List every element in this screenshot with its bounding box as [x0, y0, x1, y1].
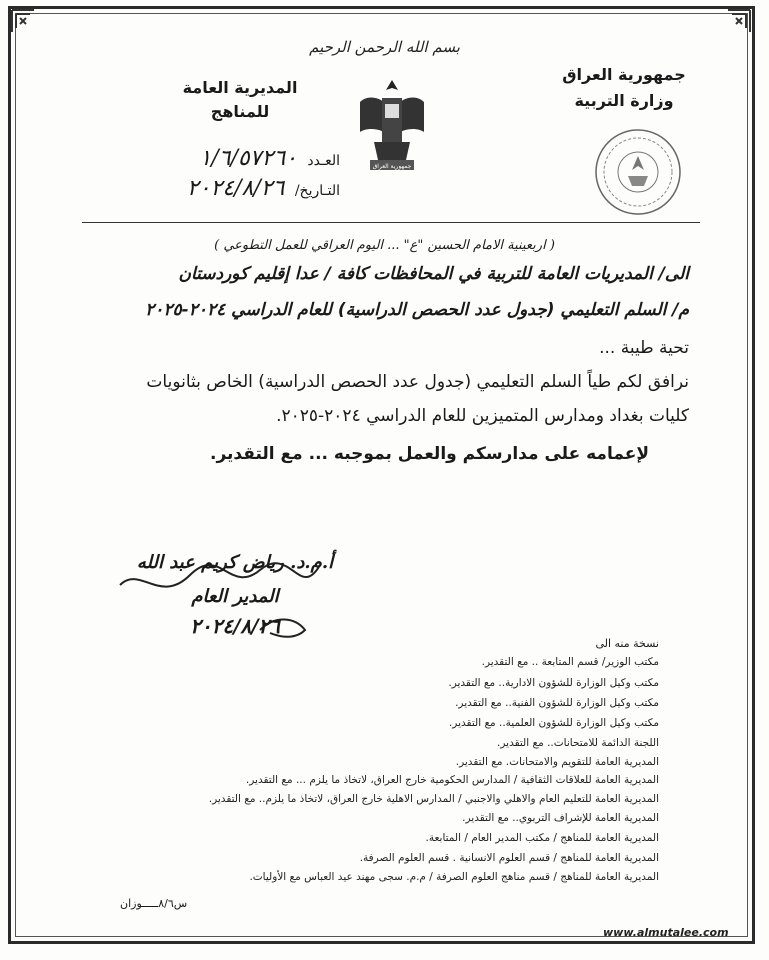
source-url: www.almutalee.com [603, 926, 729, 939]
reference-code: س٨/٦ـــــوزان [120, 897, 188, 910]
copy-recipient: المديرية العامة للمناهج / قسم مناهج العلوم الصرفة / م.م. سجى مهند عيد العباس مع الأوليات. [249, 871, 659, 883]
basmala: بسم الله الرحمن الرحيم [309, 38, 460, 56]
copy-recipient: مكتب وكيل الوزارة للشؤون الادارية.. مع التقدير. [448, 677, 659, 689]
body-line: كليات بغداد ومدارس المتميزين للعام الدراسي ٢٠٢٤-٢٠٢٥. [276, 406, 689, 426]
header-divider [82, 222, 700, 223]
recipient-line: الى/ المديريات العامة للتربية في المحافظات كافة / عدا إقليم كوردستان [178, 264, 689, 284]
ministry-seal-icon [592, 126, 684, 218]
occasion-line: ( اربعينية الامام الحسين "ع" ... اليوم العراقي للعمل التطوعي ) [214, 238, 555, 253]
copy-recipient: مكتب الوزير/ قسم المتابعة .. مع التقدير. [481, 656, 659, 668]
corner-ornament-icon [10, 8, 36, 34]
copy-recipient: المديرية العامة للتعليم العام والاهلي والاجنبي / المدارس الاهلية خارج العراق، لاتخاذ ما يلزم.. مع التقدير. [208, 793, 659, 805]
copy-recipient: اللجنة الدائمة للامتحانات.. مع التقدير. [497, 737, 659, 749]
directorate-name: المديرية العامة [182, 78, 298, 97]
copy-recipient: المديرية العامة للعلاقات الثقافية / المدارس الحكومية خارج العراق، لاتخاذ ما يلزم ... مع التقدير. [245, 774, 659, 786]
copy-recipient: المديرية العامة للمناهج / قسم العلوم الانسانية . قسم العلوم الصرفة. [359, 852, 659, 864]
body-line: نرافق لكم طياً السلم التعليمي (جدول عدد الحصص الدراسية) الخاص بثانويات [146, 372, 689, 392]
ministry-name: وزارة التربية [574, 91, 674, 110]
header-directorate [180, 76, 300, 124]
document-number [160, 146, 340, 171]
header-ministry [549, 62, 699, 114]
country-name: جمهورية العراق [562, 65, 686, 84]
greeting: تحية طيبة ... [599, 338, 689, 358]
signature-date: ٢٠٢٤/٨/٢٦ [190, 614, 280, 638]
document-date-label: التـاريخ/ [294, 183, 340, 199]
emblem-caption: جمهورية العراق [372, 163, 412, 170]
directorate-subname: للمناهج [210, 102, 270, 121]
copy-recipient: مكتب وكيل الوزارة للشؤون العلمية.. مع التقدير. [448, 717, 659, 729]
eagle-emblem-icon [352, 72, 432, 182]
document-date [160, 176, 340, 201]
subject-line: م/ السلم التعليمي (جدول عدد الحصص الدراسية) للعام الدراسي ٢٠٢٤-٢٠٢٥ [145, 300, 689, 320]
copy-recipient: المديرية العامة للمناهج / مكتب المدير العام / المتابعة. [425, 832, 659, 844]
copy-recipient: المديرية العامة للإشراف التربوي.. مع التقدير. [462, 812, 659, 824]
body-line: لإعمامه على مدارسكم والعمل بموجبه ... مع التقدير. [210, 444, 649, 464]
copy-recipient: المديرية العامة للتقويم والامتحانات. مع التقدير. [455, 756, 659, 768]
signatory-name: أ.م.د. رياض كريم عبد الله [136, 552, 334, 573]
signatory-title: المدير العام [191, 586, 279, 607]
copy-recipient: مكتب وكيل الوزارة للشؤون الفنية.. مع التقدير. [455, 697, 659, 709]
document-number-value: ١/٦/٥٧٢٦٠ [199, 146, 297, 171]
corner-ornament-icon [726, 8, 752, 34]
document-number-label: العـدد [307, 153, 340, 169]
document-date-value: ٢٠٢٤/٨/٢٦ [186, 176, 285, 201]
copies-title: نسخة منه الى [595, 637, 659, 650]
